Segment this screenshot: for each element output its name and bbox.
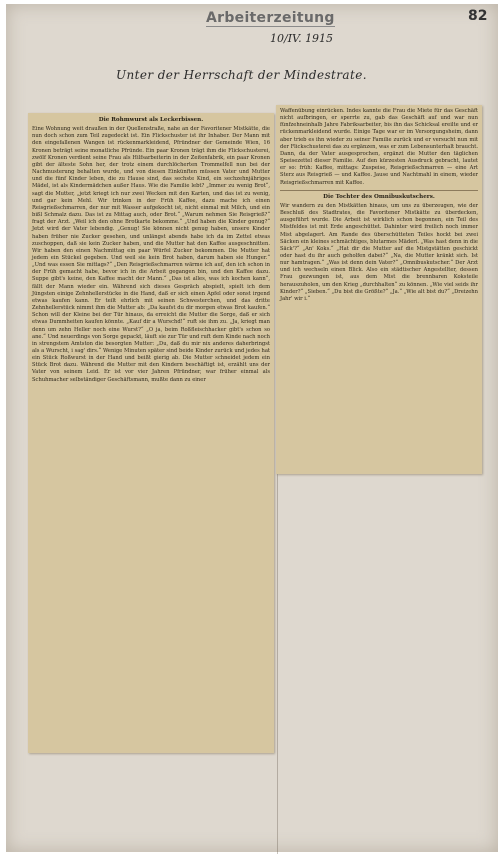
handwritten-rubric: Unter der Herrschaft der Mindestrate. xyxy=(116,68,367,82)
publication-stamp: Arbeiterzeitung xyxy=(206,10,335,26)
article-body-rohmwurst: Eine Wohnung weit draußen in der Quellenstraße, nahe an der Favoritener Mistkätte, die nun doch schon zum Teil zugedeckt ist. Ein Flickschuster ist ihr Inhaber. Der Mann mit den eingefallenen Wangen ist rückenmarkleidend, Pfründner der Gemeinde Wien, 16 Kronen beträgt seine monatliche Pfründe. Ein paar Kronen trägt ihm die Flickschusterei, zwölf Kronen verdient seine Frau als Hilfsarbeiterin in der Zeitenfabrik, ein paar Kronen gibt der älteste Sohn her, der trotz einem durchlöcherten Trommelfell nun bei der Nachmusterung behalten wurde, und von diesen Einkünften müssen Vater und Mutter und die fünf Kinder leben, die zu Hause sind, das sechste Kind, ein sechzehnjähriges Mädel, ist als Kindermädchen außer Haus. Wie die Familie lebt? „Immer zu wenig Brot“, sagt die Mutter, „jetzt kriegt ich nur zwei Wecken mit den Karten, und das ist zu wenig, und gar kein Mehl. Wir trinken in der Früh Kaffee, dazu mache ich einen Reisgrießschmarren, der nur mit Wasser aufgekocht ist, nicht einmal mit Milch, und ein bißl Schmalz dazu. Das ist zu Mittag auch, oder Brot.“ „Warum nehmen Sie Reisgrieß?“ fragt der Arzt. „Weil ich den ohne Brotkarte bekomme.“ „Und haben die Kinder genug?“ Jetzt wird der Vater lebendig. „Genug! Sie können nicht genug haben, unsere Kinder haben früher nie Zucker gesehen, und unlängst abends habe ich da im Zettel etwas zuschoppen, daß sie kein Zucker haben, und die Mutter hat den Kaffee ausgeschnitten. Wir haben den einen Nachmittag ein paar Würfel Zucker bekommen. Die Mutter hat jedem ein Stückel gegeben. Und weil sie kein Brot haben, darum haben sie Hunger.“ „Und was essen Sie mittags?“ „Den Reisgrießschmarren wärme ich auf, den ich schon in der Früh gemacht habe, bevor ich in die Arbeit gegangen bin, und den Kaffee dazu. Suppe gibt's keine, den Kaffee macht der Mann.“ „Das ist alles, was ich kochen kann“, fällt der Mann wieder ein. Während sich dieses Gespräch abspielt, spielt ich dem Jüngsten einige Zehnhellerstücke in die Hand, daß er sich einen Apfel oder sonst irgend etwas kaufen kann. Er teilt ehrlich mit seinen Schwesterchen, und das dritte Zehnhellerstück nimmt ihm die Mutter ab: „Da kaufst du dir morgen etwas Brot kaufen.“ Schon will der Kleine bei der Tür hinaus, da erreicht die Mutter die Sorge, daß er sich etwas Dummheiten kaufen könnte. „Kauf dir a Wurschd!“ ruft sie ihm zu. „Ja, kriegt man denn um zehn Heller noch eine Wurst?“ „O ja, beim Roßfleischhacker gibt's schon so ane.“ Und neuerdings von Sorge gepackt, läuft sie zur Tür und ruft dem Kinde nach noch in strengstem Amtston die besorgten Mutter: „Du, daß du mir nix anderes daherbringst als a Wurscht, i sag' dirs.“ Wenige Minuten später sind beide Kinder zurück und jedes hat ein Stück Roßwurst in der Hand und beißt gierig ab. Die Mutter schneidet jedem ein Stück Brot dazu. Während die Mutter mit den Kindern beschäftigt ist, erzählt uns der Vater von seinem Leid. Er ist vor vier Jahren Pfründner, war früher einmal als Schuhmacher selbständiger Geschäftsmann, mußte dann zu einer xyxy=(32,126,270,383)
page-number: 82 xyxy=(468,8,488,24)
handwritten-date: 10/IV. 1915 xyxy=(270,32,334,45)
article-body-omnibuskutscher: Wir wandern zu den Mistkätten hinaus, um uns zu überzeugen, wie der Beschluß des Stadtrates, die Favoritener Mistkätte zu überdecken, ausgeführt wurde. Die Arbeit ist wirklich schon begonnen, ein Teil des Mistfeldes ist mit Erde angeschüttet. Dahinter wird freilich noch immer Mist abgelagert. Am Rande des überschütteten Teiles hockt bei zwei Säcken ein kleines schmächtiges, blutarmes Mäderl. „Was hast denn in die Säck'?“ „An' Koks.“ „Hat dir die Mutter auf die Mistgstätten geschickt oder hast du ihr auch geholfen dabei?“ „Na, die Mutter kränkt sich. Ist nur hamtragen.“ „Was ist denn dein Vater?“ „Omnibuskutscher.“ Der Arzt und ich wechseln einen Blick. Also ein städtischer Angestellter, dessen Frau gezwungen ist, aus dem Mist die brennbaren Koksteile herauszuholen, um den Krieg „durchhalten“ zu können. „Wie viel seids ihr Kinder?“ „Sieben.“ „Du bist die Größte?“ „Ja.“ „Wie alt bist du?“ „Dreizehn Jahr' wir i.“ xyxy=(280,202,478,302)
article-separator xyxy=(280,190,478,191)
clipping-column-right xyxy=(276,105,482,474)
article-body-continued: Waffenübung einrücken. Indes kannte die Frau die Miete für das Geschäft nicht aufbringen, er sperrte zu, gab das Geschäft auf und war nun fünfzehneinhalb Jahre Fabriksarbeiter, bis ihn das Schicksal ereilte und er rückenmarkleidend wurde. Einige Tage war er im Versorgungsheim, dann aber trieb es ihn wieder zu seiner Familie zurück und er versucht nun mit der Flickschusterei das zu ergänzen, was er zum Lebensunterhalt braucht. Dann, da der Vater ausgesprochen, ergänzt die Mutter den täglichen Speisezettel dieser Familie. Auf den kürzesten Ausdruck gebracht, lautet er so: früh: Kaffee, mittags: Zuspeise, Reisgrießschmarren — eine Art Sterz aus Reisgrieß — und Kaffee. Jause und Nachtmahl in einem, wieder Reisgrießschmarren mit Kaffee. xyxy=(280,108,478,186)
article-title-rohmwurst: Die Rohmwurst als Leckerbissen. xyxy=(98,117,204,123)
article-title-omnibuskutscher: Die Tochter des Omnibuskutschers. xyxy=(323,193,435,200)
clipping-column-left xyxy=(28,113,274,753)
paper-fold-line xyxy=(277,474,278,854)
